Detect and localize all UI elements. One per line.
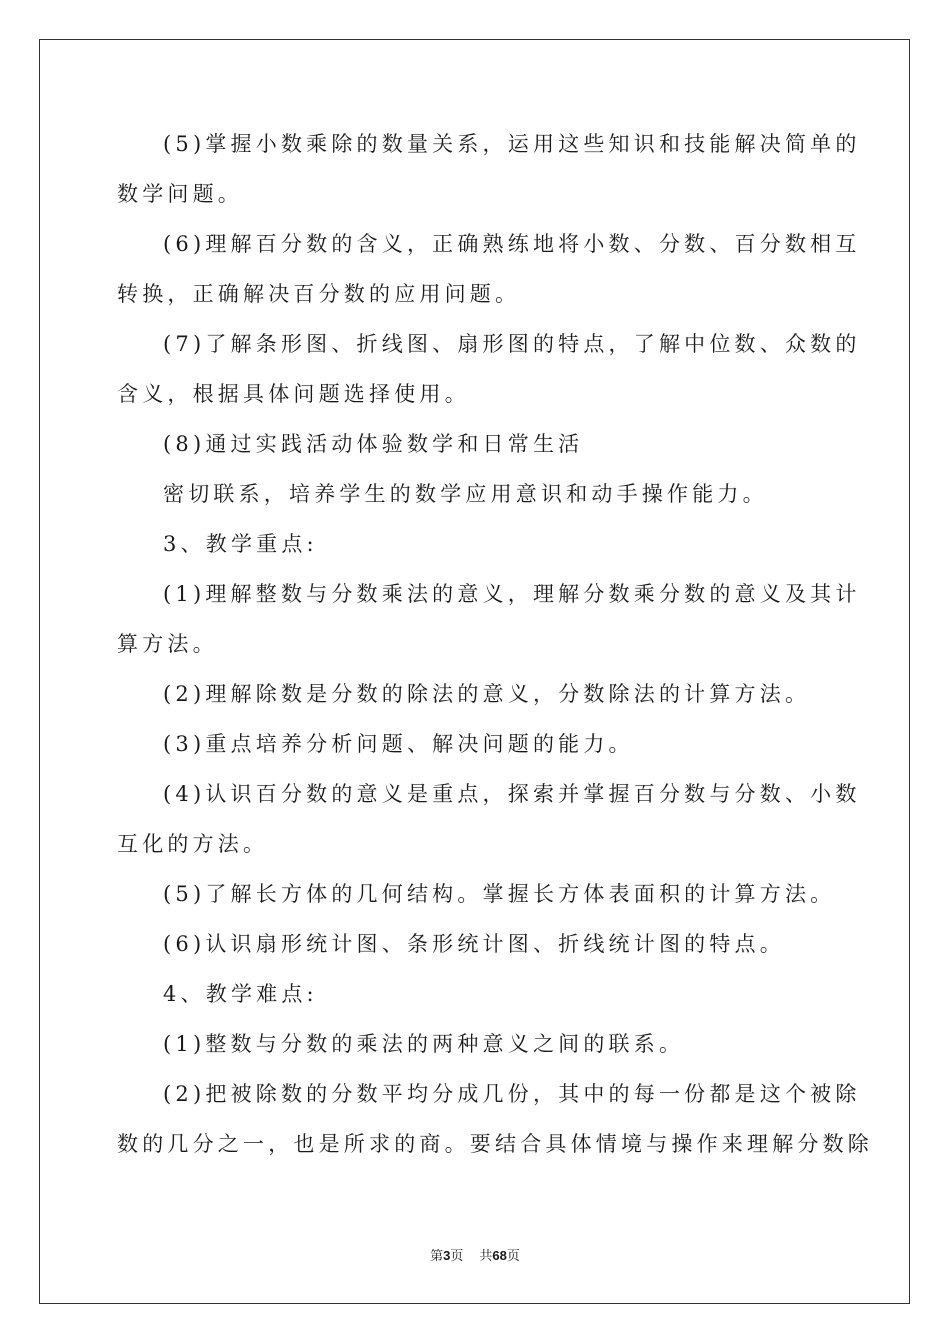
paragraph-line: (4)认识百分数的意义是重点，探索并掌握百分数与分数、小数 <box>163 782 861 806</box>
paragraph-line: 转换，正确解决百分数的应用问题。 <box>117 282 521 306</box>
paragraph-line: (5)了解长方体的几何结构。掌握长方体表面积的计算方法。 <box>163 882 836 906</box>
paragraph-line: (2)把被除数的分数平均分成几份，其中的每一份都是这个被除 <box>163 1082 861 1106</box>
paragraph-line: (2)理解除数是分数的除法的意义，分数除法的计算方法。 <box>163 682 811 706</box>
section-heading: 4、教学难点: <box>163 982 318 1006</box>
paragraph-line: 密切联系，培养学生的数学应用意识和动手操作能力。 <box>163 482 768 506</box>
paragraph-line: 算方法。 <box>117 632 218 656</box>
footer-prefix: 第 <box>430 1249 444 1264</box>
paragraph-line: (7)了解条形图、折线图、扇形图的特点，了解中位数、众数的 <box>163 332 861 356</box>
paragraph-line: 含义，根据具体问题选择使用。 <box>117 382 470 406</box>
paragraph-line: (6)认识扇形统计图、条形统计图、折线统计图的特点。 <box>163 932 785 956</box>
paragraph-line: 数学问题。 <box>117 182 243 206</box>
total-page-count: 68 <box>492 1248 507 1263</box>
paragraph-line: (1)理解整数与分数乘法的意义，理解分数乘分数的意义及其计 <box>163 582 861 606</box>
page-footer <box>0 1245 950 1264</box>
paragraph-line: (8)通过实践活动体验数学和日常生活 <box>163 432 584 456</box>
footer-total-prefix: 共 <box>479 1249 493 1264</box>
current-page-number: 3 <box>443 1248 451 1263</box>
paragraph-line: (1)整数与分数的乘法的两种意义之间的联系。 <box>163 1032 685 1056</box>
paragraph-line: 互化的方法。 <box>117 832 269 856</box>
footer-total-suffix: 页 <box>506 1249 520 1264</box>
paragraph-line: (5)掌握小数乘除的数量关系，运用这些知识和技能解决简单的 <box>163 132 861 156</box>
section-heading: 3、教学重点: <box>163 532 318 556</box>
paragraph-line: 数的几分之一，也是所求的商。要结合具体情境与操作来理解分数除 <box>117 1132 873 1156</box>
paragraph-line: (3)重点培养分析问题、解决问题的能力。 <box>163 732 634 756</box>
footer-page-suffix: 页 <box>450 1249 464 1264</box>
paragraph-line: (6)理解百分数的含义，正确熟练地将小数、分数、百分数相互 <box>163 232 861 256</box>
